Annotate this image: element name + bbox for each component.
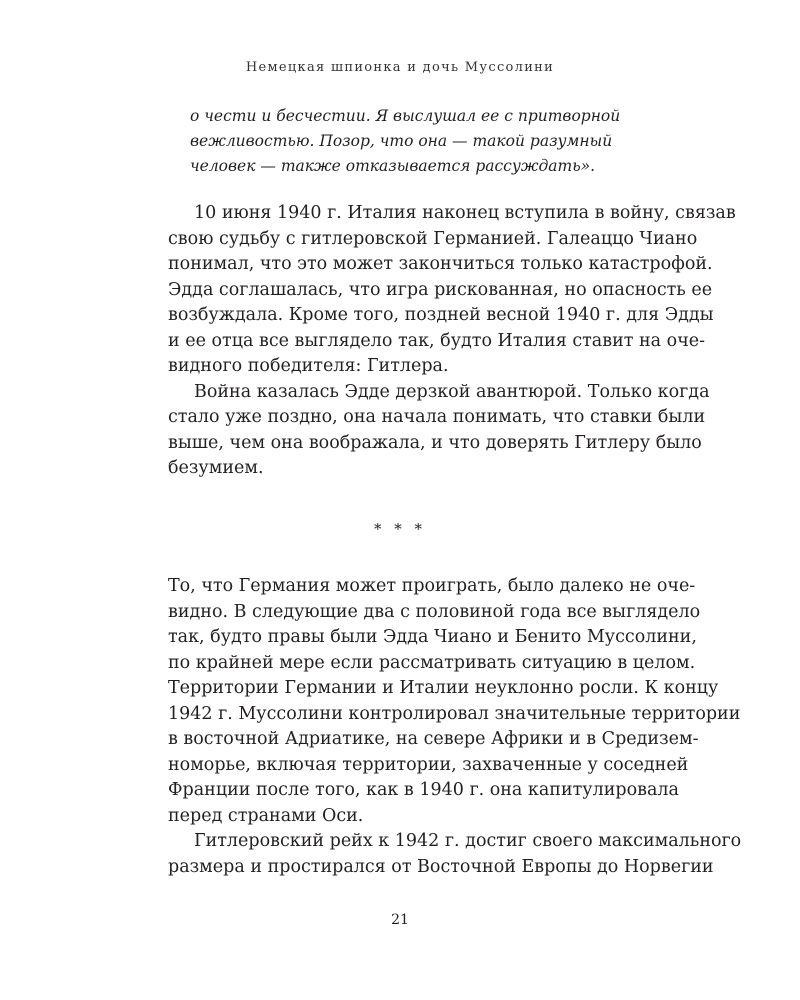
quote-line: о чести и бесчестии. Я выслушал ее с притворной: [190, 107, 621, 125]
text-line: Франции после того, как в 1940 г. она капитулировала: [168, 780, 679, 800]
text-line: выше, чем она воображала, и что доверять Гитлеру было: [168, 432, 702, 453]
text-line: в восточной Адриатике, на севере Африки и в Средизем-: [168, 729, 699, 749]
block-quote: [190, 104, 621, 179]
text-line: и ее отца все выглядело так, будто Италия ставит на оче-: [168, 330, 706, 351]
running-head: Немецкая шпионка и дочь Муссолини: [245, 60, 555, 75]
text-line: Территории Германии и Италии неуклонно росли. К концу: [168, 678, 719, 698]
body-section-1: [168, 201, 736, 482]
text-line: перед странами Оси.: [168, 805, 364, 826]
text-line: размера и простирался от Восточной Европы до Норвегии: [168, 856, 714, 877]
text-line: безумием.: [168, 458, 264, 478]
quote-line: вежливостью. Позор, что она — такой разумный: [190, 132, 613, 150]
text-line: 1942 г. Муссолини контролировал значительные территории: [168, 703, 741, 724]
text-line: номорье, включая территории, захваченные у соседней: [168, 754, 689, 775]
text-line: Эдда соглашалась, что игра рискованная, но опасность ее: [168, 279, 713, 300]
text-line: так, будто правы были Эдда Чиано и Бенито Муссолини,: [168, 627, 697, 647]
page-number: 21: [391, 912, 409, 928]
text-line: по крайней мере если рассматривать ситуацию в целом.: [168, 652, 696, 673]
text-line: понимал, что это может закончиться только катастрофой.: [168, 254, 713, 274]
section-break-asterism: * * *: [373, 520, 427, 538]
text-line: То, что Германия может проиграть, было далеко не оче-: [168, 576, 696, 596]
text-line: Гитлеровский рейх к 1942 г. достиг своего максимального: [194, 831, 742, 851]
text-line: видно. В следующие два с половиной года все выглядело: [168, 601, 701, 622]
quote-line: человек — также отказывается рассуждать».: [190, 157, 596, 175]
text-line: Война казалась Эдде дерзкой авантюрой. Только когда: [194, 381, 710, 402]
body-section-2: [168, 574, 742, 880]
text-line: свою судьбу с гитлеровской Германией. Галеаццо Чиано: [168, 228, 698, 249]
text-line: возбуждала. Кроме того, поздней весной 1940 г. для Эдды: [168, 305, 714, 325]
text-line: стало уже поздно, она начала понимать, что ставки были: [168, 407, 706, 427]
text-line: 10 июня 1940 г. Италия наконец вступила в войну, связав: [194, 203, 736, 223]
text-line: видного победителя: Гитлера.: [168, 356, 449, 376]
